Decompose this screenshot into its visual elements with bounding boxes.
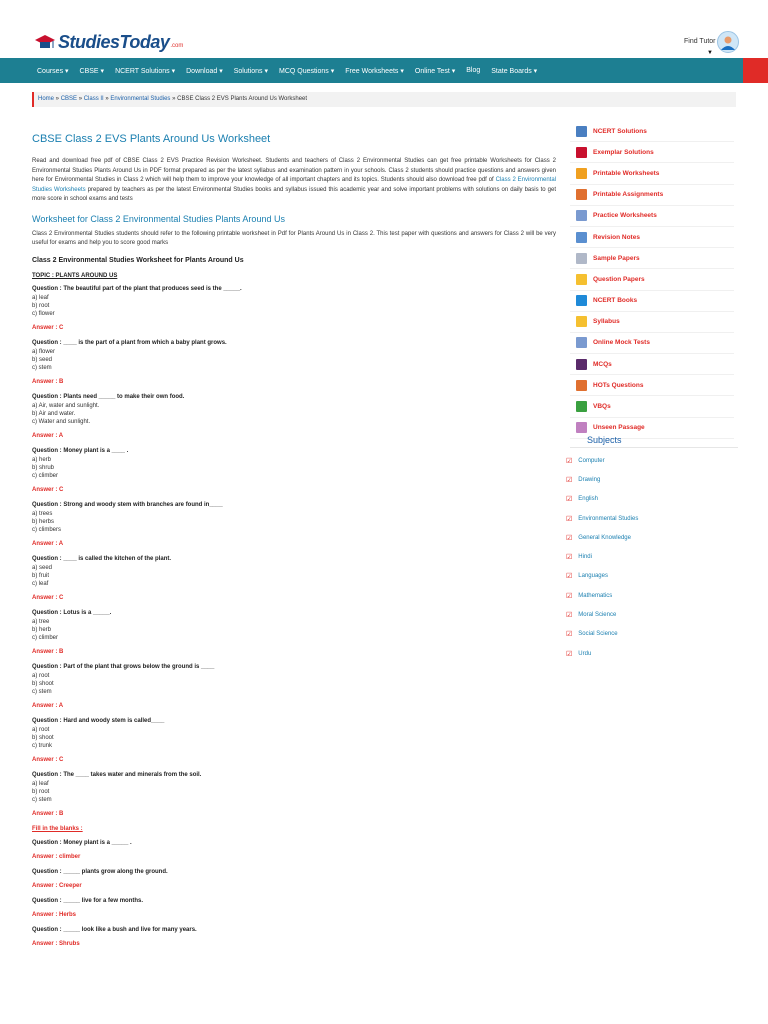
- subject-label: Computer: [578, 457, 605, 464]
- answer-option: a) Air, water and sunlight.: [32, 402, 100, 409]
- subjects-divider: [570, 447, 738, 448]
- graph-icon: [576, 337, 587, 348]
- fill-answer-text: Answer : climber: [32, 853, 81, 860]
- sidebar-item-printable-worksheets[interactable]: [570, 163, 734, 184]
- checkbox-icon: ☑: [566, 650, 573, 658]
- answer-text: Answer : B: [32, 648, 64, 655]
- question-block: [32, 339, 556, 386]
- sidebar-item-online-mock-tests[interactable]: [570, 333, 734, 354]
- nav-ncert-solutions[interactable]: NCERT Solutions ▾: [115, 67, 176, 75]
- breadcrumb-home[interactable]: Home: [38, 96, 55, 102]
- question-text: Question : Money plant is a ____ .: [32, 447, 129, 454]
- sidebar-item-label: NCERT Solutions: [593, 127, 647, 135]
- checkbox-icon: ☑: [566, 496, 573, 504]
- chart-icon: [576, 210, 587, 221]
- document-icon: [576, 253, 587, 264]
- sidebar-item-label: Unseen Passage: [593, 424, 645, 432]
- answer-option: a) trees: [32, 510, 53, 517]
- sidebar-item-label: Printable Assignments: [593, 191, 664, 199]
- checkbox-icon: ☑: [566, 573, 573, 581]
- fill-list: [32, 839, 556, 948]
- sidebar-item-practice-worksheets[interactable]: [570, 206, 734, 227]
- sidebar-item-mcqs[interactable]: [570, 354, 734, 375]
- sidebar-item-label: Syllabus: [593, 318, 620, 326]
- nav-online-test[interactable]: Online Test ▾: [414, 67, 456, 75]
- fill-question-text: Question : _____ plants grow along the ground.: [32, 868, 168, 875]
- section-paragraph: Class 2 Environmental Studies students should refer to the following printable worksheet in Pdf for Plants Around Us in Class 2. This test paper with questions and answers for Class 2 will be very useful for exams and help you to score good marks: [32, 230, 556, 246]
- subject-label: Languages: [578, 573, 608, 580]
- subject-label: Social Science: [578, 631, 618, 638]
- sidebar-item-label: Practice Worksheets: [593, 212, 657, 220]
- sidebar-item-label: Sample Papers: [593, 254, 640, 262]
- breadcrumb-cbse[interactable]: CBSE: [60, 96, 78, 102]
- answer-option: a) flower: [32, 348, 56, 355]
- sidebar-item-sample-papers[interactable]: [570, 248, 734, 269]
- answer-text: Answer : C: [32, 756, 64, 763]
- sidebar-item-ncert-books[interactable]: [570, 291, 734, 312]
- subject-link-environmental-studies[interactable]: [566, 509, 736, 528]
- answer-option: b) shoot: [32, 734, 54, 741]
- subject-label: Drawing: [578, 476, 601, 483]
- subject-link-mathematics[interactable]: [566, 586, 736, 605]
- fill-question-text: Question : Money plant is a _____ .: [32, 839, 132, 846]
- book-icon: [576, 147, 587, 158]
- subject-label: Hindi: [578, 554, 592, 561]
- fill-blanks-heading: Fill in the blanks :: [32, 825, 83, 832]
- nav-solutions[interactable]: Solutions ▾: [233, 67, 268, 75]
- subject-label: Urdu: [578, 650, 592, 657]
- subject-link-urdu[interactable]: [566, 644, 736, 663]
- question-block: [32, 717, 556, 764]
- answer-option: b) fruit: [32, 572, 50, 579]
- pencil-icon: [576, 189, 587, 200]
- subject-label: Moral Science: [578, 612, 617, 619]
- breadcrumb-current: CBSE Class 2 EVS Plants Around Us Worksheet: [177, 96, 308, 102]
- fill-question-text: Question : _____ look like a bush and live for many years.: [32, 926, 197, 933]
- subject-label: Mathematics: [578, 592, 613, 599]
- nav-courses[interactable]: Courses ▾: [37, 67, 69, 75]
- checkbox-icon: ☑: [566, 515, 573, 523]
- nav-state-boards[interactable]: State Boards ▾: [491, 67, 538, 75]
- answer-option: c) stem: [32, 796, 52, 803]
- site-logo[interactable]: [34, 30, 183, 54]
- answer-option: c) stem: [32, 688, 52, 695]
- nav-download[interactable]: Download ▾: [186, 67, 223, 75]
- answer-text: Answer : B: [32, 378, 64, 385]
- question-text: Question : Strong and woody stem with branches are found in____: [32, 501, 223, 508]
- logo-text: StudiesToday: [58, 31, 170, 52]
- graduation-cap-icon: [34, 32, 56, 52]
- subjects-list: [566, 451, 736, 663]
- question-text: Question : The ____ takes water and minerals from the soil.: [32, 771, 202, 778]
- question-text: Question : Part of the plant that grows below the ground is ____: [32, 663, 215, 670]
- question-text: Question : Lotus is a _____.: [32, 609, 112, 616]
- answer-option: c) climbers: [32, 526, 62, 533]
- answer-text: Answer : B: [32, 810, 64, 817]
- sidebar-item-label: Exemplar Solutions: [593, 148, 654, 156]
- subject-link-general-knowledge[interactable]: [566, 528, 736, 547]
- fill-answer-text: Answer : Shrubs: [32, 940, 80, 947]
- sidebar-item-exemplar-solutions[interactable]: [570, 142, 734, 163]
- breadcrumb: Home » CBSE » Class II » Environmental Studies » CBSE Class 2 EVS Plants Around Us Worksheet: [32, 92, 736, 107]
- green-book-icon: [576, 401, 587, 412]
- subject-link-drawing[interactable]: [566, 470, 736, 489]
- find-tutor-link[interactable]: Find Tutor: [684, 38, 716, 45]
- checkbox-icon: ☑: [566, 457, 573, 465]
- question-text: Question : Plants need _____ to make their own food.: [32, 393, 185, 400]
- site-header: [0, 0, 768, 58]
- answer-option: c) trunk: [32, 742, 53, 749]
- nav-cbse[interactable]: CBSE ▾: [79, 67, 105, 75]
- subject-link-english[interactable]: [566, 490, 736, 509]
- answer-option: b) shrub: [32, 464, 55, 471]
- purple-book-icon: [576, 359, 587, 370]
- answer-option: b) shoot: [32, 680, 54, 687]
- fill-question-text: Question : _____ live for a few months.: [32, 897, 144, 904]
- subjects-title: Subjects: [587, 435, 622, 445]
- breadcrumb-subject[interactable]: Environmental Studies: [110, 96, 171, 102]
- sidebar-item-label: Question Papers: [593, 275, 645, 283]
- answer-text: Answer : A: [32, 432, 64, 439]
- answer-text: Answer : A: [32, 540, 64, 547]
- question-block: [32, 285, 556, 332]
- answer-option: c) leaf: [32, 580, 49, 587]
- question-block: [32, 555, 556, 602]
- answer-option: b) herb: [32, 626, 52, 633]
- question-text: Question : ____ is called the kitchen of the plant.: [32, 555, 172, 562]
- answer-text: Answer : C: [32, 324, 64, 331]
- nav-mcq-questions[interactable]: MCQ Questions ▾: [278, 67, 335, 75]
- answer-option: a) root: [32, 672, 50, 679]
- sidebar-item-label: NCERT Books: [593, 297, 638, 305]
- question-block: [32, 771, 556, 818]
- answer-option: a) tree: [32, 618, 50, 625]
- nav-left-filler: [0, 58, 26, 83]
- sidebar-item-label: Printable Worksheets: [593, 169, 660, 177]
- question-block: [32, 447, 556, 494]
- breadcrumb-class[interactable]: Class II: [83, 96, 104, 102]
- answer-text: Answer : C: [32, 594, 64, 601]
- sidebar-item-revision-notes[interactable]: [570, 227, 734, 248]
- question-text: Question : Hard and woody stem is called____: [32, 717, 165, 724]
- tutor-avatar-icon[interactable]: [717, 31, 739, 53]
- dropdown-arrow-icon[interactable]: ▼: [707, 50, 713, 56]
- subject-label: Environmental Studies: [578, 515, 639, 522]
- question-text: Question : The beautiful part of the plant that produces seed is the _____.: [32, 285, 242, 292]
- sidebar-resources: [570, 121, 734, 439]
- answer-option: a) leaf: [32, 294, 49, 301]
- hand-icon: [576, 168, 587, 179]
- question-list: [32, 285, 556, 818]
- sidebar-item-hots-questions[interactable]: [570, 375, 734, 396]
- main-content: [32, 128, 556, 955]
- answer-option: b) seed: [32, 356, 53, 363]
- question-block: [32, 501, 556, 548]
- blue-book-icon: [576, 295, 587, 306]
- answer-option: a) seed: [32, 564, 53, 571]
- topic-label: TOPIC : PLANTS AROUND US: [32, 272, 118, 279]
- answer-option: c) flower: [32, 310, 55, 317]
- intro-paragraph: Read and download free pdf of CBSE Class 2 EVS Practice Revision Worksheet. Students and teachers of Class 2 Environmental Studies can get free printable Worksheets for Class 2 Environmental Studies Plants Around Us in PDF format prepared as per the latest syllabus and examination pattern in your schools. Class 2 students should practice questions and answers given here for Environmental Studies in Class 2 which will help them to improve your knowledge of all important chapters and its topics. Students should also download free pdf of Class 2 Environmental Studies Worksheets prepared by teachers as per the latest Environmental Studies books and syllabus issued this academic year and solve important problems with solutions on daily basis to get more score in school exams and tests: [32, 158, 557, 202]
- notepad-icon: [576, 274, 587, 285]
- answer-text: Answer : A: [32, 702, 64, 709]
- answer-option: a) leaf: [32, 780, 49, 787]
- question-block: [32, 393, 556, 440]
- question-block: [32, 609, 556, 656]
- sidebar-item-label: VBQs: [593, 403, 611, 411]
- worksheets-link[interactable]: Class 2 Environmental Studies Worksheets: [32, 177, 556, 193]
- subject-link-moral-science[interactable]: [566, 605, 736, 624]
- clipboard-icon: [576, 422, 587, 433]
- fill-answer-text: Answer : Herbs: [32, 911, 77, 918]
- question-text: Question : ____ is the part of a plant from which a baby plant grows.: [32, 339, 227, 346]
- nav-right-accent: [743, 58, 768, 83]
- checkbox-icon: ☑: [566, 476, 573, 484]
- answer-option: c) stem: [32, 364, 52, 371]
- nav-blog[interactable]: Blog: [466, 67, 481, 74]
- answer-option: b) root: [32, 788, 50, 795]
- note-icon: [576, 316, 587, 327]
- subject-link-computer[interactable]: [566, 451, 736, 470]
- worksheet-heading: Class 2 Environmental Studies Worksheet for Plants Around Us: [32, 256, 244, 264]
- pencil-paper-icon: [576, 380, 587, 391]
- checkbox-icon: ☑: [566, 631, 573, 639]
- sidebar-item-label: Revision Notes: [593, 233, 640, 241]
- answer-option: c) Water and sunlight.: [32, 418, 91, 425]
- subject-label: General Knowledge: [578, 534, 631, 541]
- checkbox-icon: ☑: [566, 554, 573, 562]
- checkbox-icon: ☑: [566, 612, 573, 620]
- subject-label: English: [578, 496, 598, 503]
- main-nav: [26, 58, 743, 83]
- subject-link-hindi[interactable]: [566, 547, 736, 566]
- checkbox-icon: ☑: [566, 534, 573, 542]
- page-title: CBSE Class 2 EVS Plants Around Us Worksheet: [32, 133, 271, 145]
- book-open-icon: [576, 126, 587, 137]
- fill-answer-text: Answer : Creeper: [32, 882, 82, 889]
- answer-option: c) climber: [32, 634, 59, 641]
- answer-option: c) climber: [32, 472, 59, 479]
- subject-link-social-science[interactable]: [566, 625, 736, 644]
- section-heading: Worksheet for Class 2 Environmental Studies Plants Around Us: [32, 213, 285, 224]
- answer-option: a) root: [32, 726, 50, 733]
- calendar-icon: [576, 232, 587, 243]
- checkbox-icon: ☑: [566, 592, 573, 600]
- question-block: [32, 663, 556, 710]
- answer-option: b) root: [32, 302, 50, 309]
- answer-option: b) Air and water.: [32, 410, 76, 417]
- subject-link-languages[interactable]: [566, 567, 736, 586]
- answer-option: b) herbs: [32, 518, 55, 525]
- sidebar-item-label: Online Mock Tests: [593, 339, 650, 347]
- answer-option: a) herb: [32, 456, 52, 463]
- sidebar-item-question-papers[interactable]: [570, 269, 734, 290]
- answer-text: Answer : C: [32, 486, 64, 493]
- sidebar-item-printable-assignments[interactable]: [570, 185, 734, 206]
- nav-free-worksheets[interactable]: Free Worksheets ▾: [345, 67, 404, 75]
- sidebar-item-label: HOTs Questions: [593, 381, 644, 389]
- sidebar-item-label: MCQs: [593, 360, 612, 368]
- sidebar-item-vbqs[interactable]: [570, 396, 734, 417]
- logo-suffix: .com: [170, 43, 184, 49]
- sidebar-item-ncert-solutions[interactable]: [570, 121, 734, 142]
- sidebar-item-syllabus[interactable]: [570, 312, 734, 333]
